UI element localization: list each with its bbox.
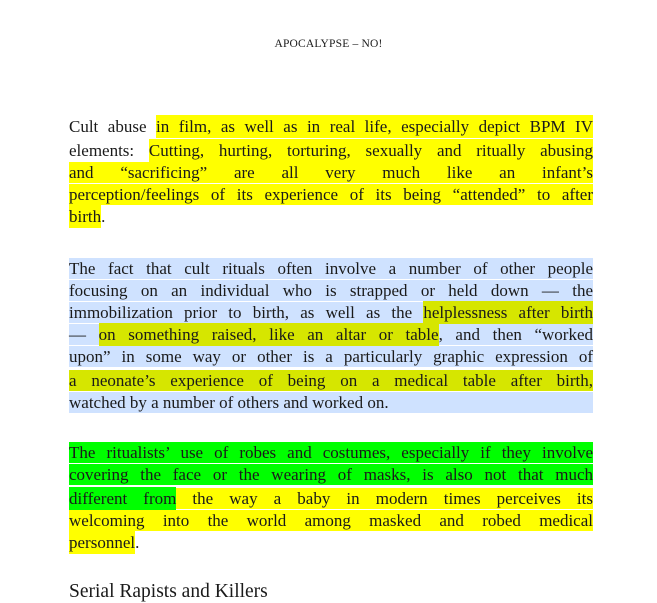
text-line [69,140,593,161]
highlighted-text-line [69,370,593,391]
highlighted-text: helplessness after birth [423,303,593,322]
running-header: APOCALYPSE – NO! [274,38,383,50]
text-segment: welcoming into the world among masked and robed medical [69,511,593,530]
section-heading: Serial Rapists and Killers [69,581,268,602]
text-segment: The ritualists’ use of robes and costumes, especially if they involve [69,443,593,462]
text-segment: — [69,325,99,344]
highlighted-text-line [69,324,593,345]
text-segment: perception/feelings of its experience of its being “attended” to after [69,185,593,204]
highlighted-text-line [69,464,593,485]
highlighted-text-line [69,280,593,301]
highlighted-text-line [69,258,593,279]
text-segment: watched by a number of others and worked on. [69,393,389,412]
highlighted-text-line [69,346,593,367]
highlighted-text-line [69,302,593,323]
text-line [69,116,593,137]
highlighted-text-line [69,510,593,531]
highlighted-text-line [69,184,593,205]
text-segment: . [135,533,140,552]
highlighted-text-line [69,392,593,413]
text-segment: immobilization prior to birth, as well as the [69,303,424,322]
text-line [69,206,593,227]
text-segment: Cult abuse [69,117,157,136]
text-segment: elements: [69,141,149,160]
highlighted-text: Cutting, hurting, torturing, sexually and ritually abusing [148,141,593,160]
text-segment: a neonate’s experience of being on a medical table after birth, [69,371,593,390]
highlighted-text-line [69,162,593,183]
text-segment: , and then “worked [438,325,594,344]
text-segment: the way a baby in modern times perceives its [176,489,593,508]
text-line [69,532,593,553]
highlighted-text: personnel [69,533,136,552]
highlighted-text: on something raised, like an altar or table [98,325,439,344]
text-segment: covering the face or the wearing of masks, is also not that much [69,465,593,484]
highlighted-text: in film, as well as in real life, especially depict BPM IV [156,117,593,136]
highlighted-text-line [69,442,593,463]
text-segment: The fact that cult rituals often involve a number of other people [69,259,593,278]
text-segment: and “sacrificing” are all very much like an infant’s [69,163,593,182]
text-segment: upon” in some way or other is a particularly graphic expression of [69,347,593,366]
text-segment: . [101,207,106,226]
highlighted-text: different from [69,489,177,508]
highlighted-text: birth [69,207,102,226]
highlighted-text-line [69,488,593,509]
text-segment: focusing on an individual who is strapped or held down — the [69,281,593,300]
